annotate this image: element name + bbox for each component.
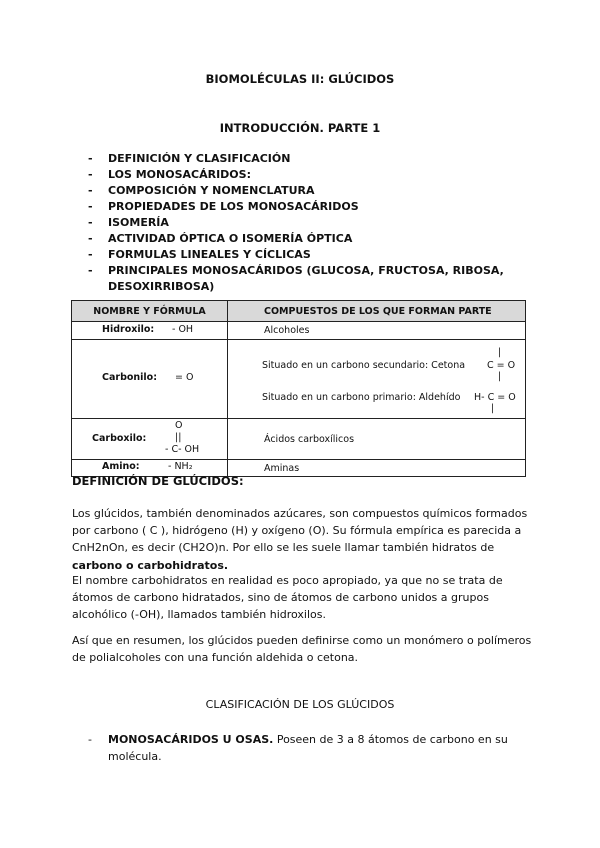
- group-name: Amino:: [102, 461, 140, 472]
- table-row: [72, 419, 526, 460]
- group-name: Carbonilo:: [102, 372, 157, 383]
- group-formula: - C- OH: [165, 444, 200, 455]
- list-item: - COMPOSICIÓN Y NOMENCLATURA: [88, 183, 508, 199]
- list-item: - ACTIVIDAD ÓPTICA O ISOMERÍA ÓPTICA: [88, 231, 508, 247]
- definition-heading: DEFINICIÓN DE GLÚCIDOS:: [72, 474, 244, 488]
- group-formula: = O: [175, 372, 194, 383]
- section-subtitle: INTRODUCCIÓN. PARTE 1: [219, 121, 381, 135]
- aldehyde-text: Situado en un carbono primario: Aldehído: [262, 392, 461, 403]
- bond-mark: |: [498, 347, 502, 358]
- group-use: Aminas: [228, 460, 526, 477]
- ketone-text: Situado en un carbono secundario: Cetona: [262, 360, 466, 371]
- bullet-dash: -: [88, 733, 92, 746]
- bold-term: carbono o carbohidratos.: [72, 558, 229, 572]
- table-header: COMPUESTOS DE LOS QUE FORMAN PARTE: [228, 301, 526, 322]
- table-header: NOMBRE Y FÓRMULA: [72, 301, 228, 322]
- list-item: - DEFINICIÓN Y CLASIFICACIÓN: [88, 151, 508, 167]
- list-item: - LOS MONOSACÁRIDOS:: [88, 167, 508, 183]
- functional-groups-table: [71, 300, 526, 477]
- list-item: - PROPIEDADES DE LOS MONOSACÁRIDOS: [88, 199, 508, 215]
- list-item: [88, 731, 528, 765]
- list-item: - ISOMERÍA: [88, 215, 508, 231]
- paragraph-text: Poseen de 3 a 8 átomos de carbono en su molécula.: [108, 733, 508, 763]
- group-formula: O: [175, 420, 183, 431]
- topic-list: [88, 151, 508, 295]
- table-row: [72, 322, 526, 340]
- page-title: BIOMOLÉCULAS II: GLÚCIDOS: [205, 72, 395, 86]
- group-use: Ácidos carboxílicos: [228, 419, 526, 460]
- classification-heading: CLASIFICACIÓN DE LOS GLÚCIDOS: [205, 698, 395, 711]
- group-formula: - OH: [172, 324, 194, 335]
- bold-term: MONOSACÁRIDOS U OSAS.: [108, 733, 274, 746]
- group-name: Carboxilo:: [92, 433, 147, 444]
- paragraph: El nombre carbohidratos en realidad es poco apropiado, ya que no se trata de átomos de carbono hidratados, sino de átomos de carbono unidos a grupos alcohólico (-OH), llamados también hidroxilos.: [72, 574, 503, 622]
- definition-paragraph: [72, 505, 532, 574]
- group-formula: ||: [175, 432, 182, 443]
- bond-mark: |: [491, 403, 495, 414]
- list-item: - FORMULAS LINEALES Y CÍCLICAS: [88, 247, 508, 263]
- group-use: Alcoholes: [228, 322, 526, 340]
- paragraph: Así que en resumen, los glúcidos pueden definirse como un monómero o polímeros de polialcoholes con una función aldehida o cetona.: [72, 634, 532, 665]
- table-row: [72, 340, 526, 419]
- group-formula: - NH₂: [168, 461, 193, 472]
- aldehyde-formula: H- C = O: [474, 392, 516, 403]
- bond-mark: |: [498, 371, 502, 382]
- ketone-formula: C = O: [487, 360, 516, 371]
- group-name: Hidroxilo:: [102, 324, 155, 335]
- list-item: - PRINCIPALES MONOSACÁRIDOS (GLUCOSA, FRUCTOSA, RIBOSA, DESOXIRRIBOSA): [88, 263, 508, 295]
- paragraph-text: Los glúcidos, también denominados azúcares, son compuestos químicos formados por carbono ( C ), hidrógeno (H) y oxígeno (O). Su fórmula empírica es parecida a CnH2nOn, es decir (CH2O)n. Por ello se les suele llamar también hidratos de: [72, 507, 528, 555]
